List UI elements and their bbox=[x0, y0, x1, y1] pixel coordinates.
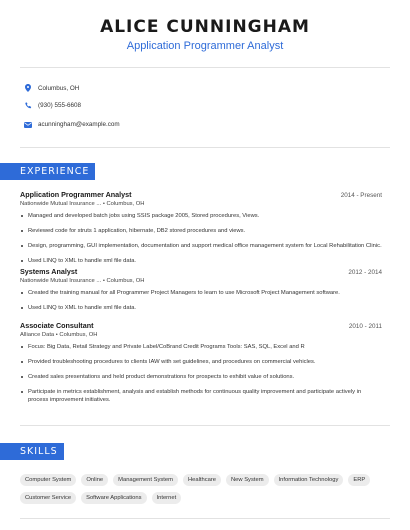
divider bbox=[20, 425, 390, 426]
skill-chip: ERP bbox=[348, 474, 370, 486]
skill-chip: Online bbox=[81, 474, 108, 486]
email-text: acunningham@example.com bbox=[38, 121, 120, 128]
job-title-headline: Application Programmer Analyst bbox=[126, 40, 284, 52]
skill-chip: New System bbox=[226, 474, 269, 486]
contact-location bbox=[22, 84, 79, 92]
bullet-item: Created sales presentations and held product demonstrations for prospects to exhibit value of solutions. bbox=[20, 373, 382, 381]
skill-chip: Management System bbox=[113, 474, 178, 486]
phone-text: (930) 555-6608 bbox=[38, 102, 82, 109]
bullet-item: Focus: Big Data, Retail Strategy and Private Label/CoBrand Credit Programs Tools: SAS, SQL, Excel and R bbox=[20, 343, 382, 351]
position-title: Associate Consultant bbox=[20, 321, 94, 330]
position-dates: 2010 - 2011 bbox=[348, 323, 382, 330]
bullet-item: Provided troubleshooting procedures to clients IAW with set guidelines, and procedures on commercial vehicles. bbox=[20, 358, 382, 366]
skill-chip: Internet bbox=[152, 492, 182, 504]
company-name: Alliance Data bbox=[20, 332, 55, 338]
company-location: Columbus, OH bbox=[59, 332, 98, 338]
divider bbox=[20, 518, 390, 519]
bullet-item: Reviewed code for struts 1 application, hibernate, DB2 stored procedures and views. bbox=[20, 227, 382, 235]
experience-entry bbox=[20, 190, 382, 272]
bullet-item: Managed and developed batch jobs using SSIS package 2005, Stored procedures, Views. bbox=[20, 212, 382, 220]
experience-entry bbox=[20, 267, 382, 319]
divider bbox=[20, 67, 390, 68]
company-line: Alliance Data • Columbus, OH bbox=[20, 332, 98, 338]
contact-email bbox=[22, 121, 120, 128]
company-location: Columbus, OH bbox=[106, 278, 145, 284]
divider bbox=[20, 147, 390, 148]
bullet-item: Used LINQ to XML to handle xml file data. bbox=[20, 304, 382, 312]
experience-entry bbox=[20, 321, 382, 411]
section-experience-heading: EXPERIENCE bbox=[0, 163, 95, 180]
position-dates: 2012 - 2014 bbox=[348, 269, 382, 276]
position-dates: 2014 - Present bbox=[340, 192, 382, 199]
skills-list bbox=[20, 474, 390, 504]
company-name: Nationwide Mutual Insurance ... bbox=[20, 201, 102, 207]
company-line: Nationwide Mutual Insurance ... • Columbus, OH bbox=[20, 201, 145, 207]
bullet-item: Design, programming, GUI implementation, documentation and support medical office management system for Local Rehabilitation Clinic. bbox=[20, 242, 382, 250]
location-text: Columbus, OH bbox=[38, 84, 80, 92]
contact-phone bbox=[22, 102, 81, 109]
position-title: Systems Analyst bbox=[20, 267, 78, 276]
position-title: Application Programmer Analyst bbox=[20, 190, 132, 199]
skill-chip: Computer System bbox=[20, 474, 76, 486]
company-name: Nationwide Mutual Insurance ... bbox=[20, 278, 102, 284]
skill-chip: Software Applications bbox=[81, 492, 146, 504]
candidate-name: ALICE CUNNINGHAM bbox=[100, 17, 310, 37]
company-line: Nationwide Mutual Insurance ... • Columbus, OH bbox=[20, 278, 145, 284]
mail-icon bbox=[22, 122, 34, 128]
skill-chip: Information Technology bbox=[274, 474, 344, 486]
phone-icon bbox=[22, 102, 34, 109]
bullet-item: Used LINQ to XML to handle xml file data. bbox=[20, 257, 382, 265]
bullet-item: Created the training manual for all Programmer Project Managers to learn to use Microsoft Project Management software. bbox=[20, 289, 382, 297]
skill-chip: Healthcare bbox=[183, 474, 221, 486]
section-skills-heading: SKILLS bbox=[0, 443, 64, 460]
bullet-item: Participate in metrics establishment, analysis and establish methods for continuous quality improvement and participate actively in process improvement initiatives. bbox=[20, 388, 382, 404]
map-pin-icon bbox=[22, 84, 34, 92]
company-location: Columbus, OH bbox=[106, 201, 145, 207]
skill-chip: Customer Service bbox=[20, 492, 76, 504]
